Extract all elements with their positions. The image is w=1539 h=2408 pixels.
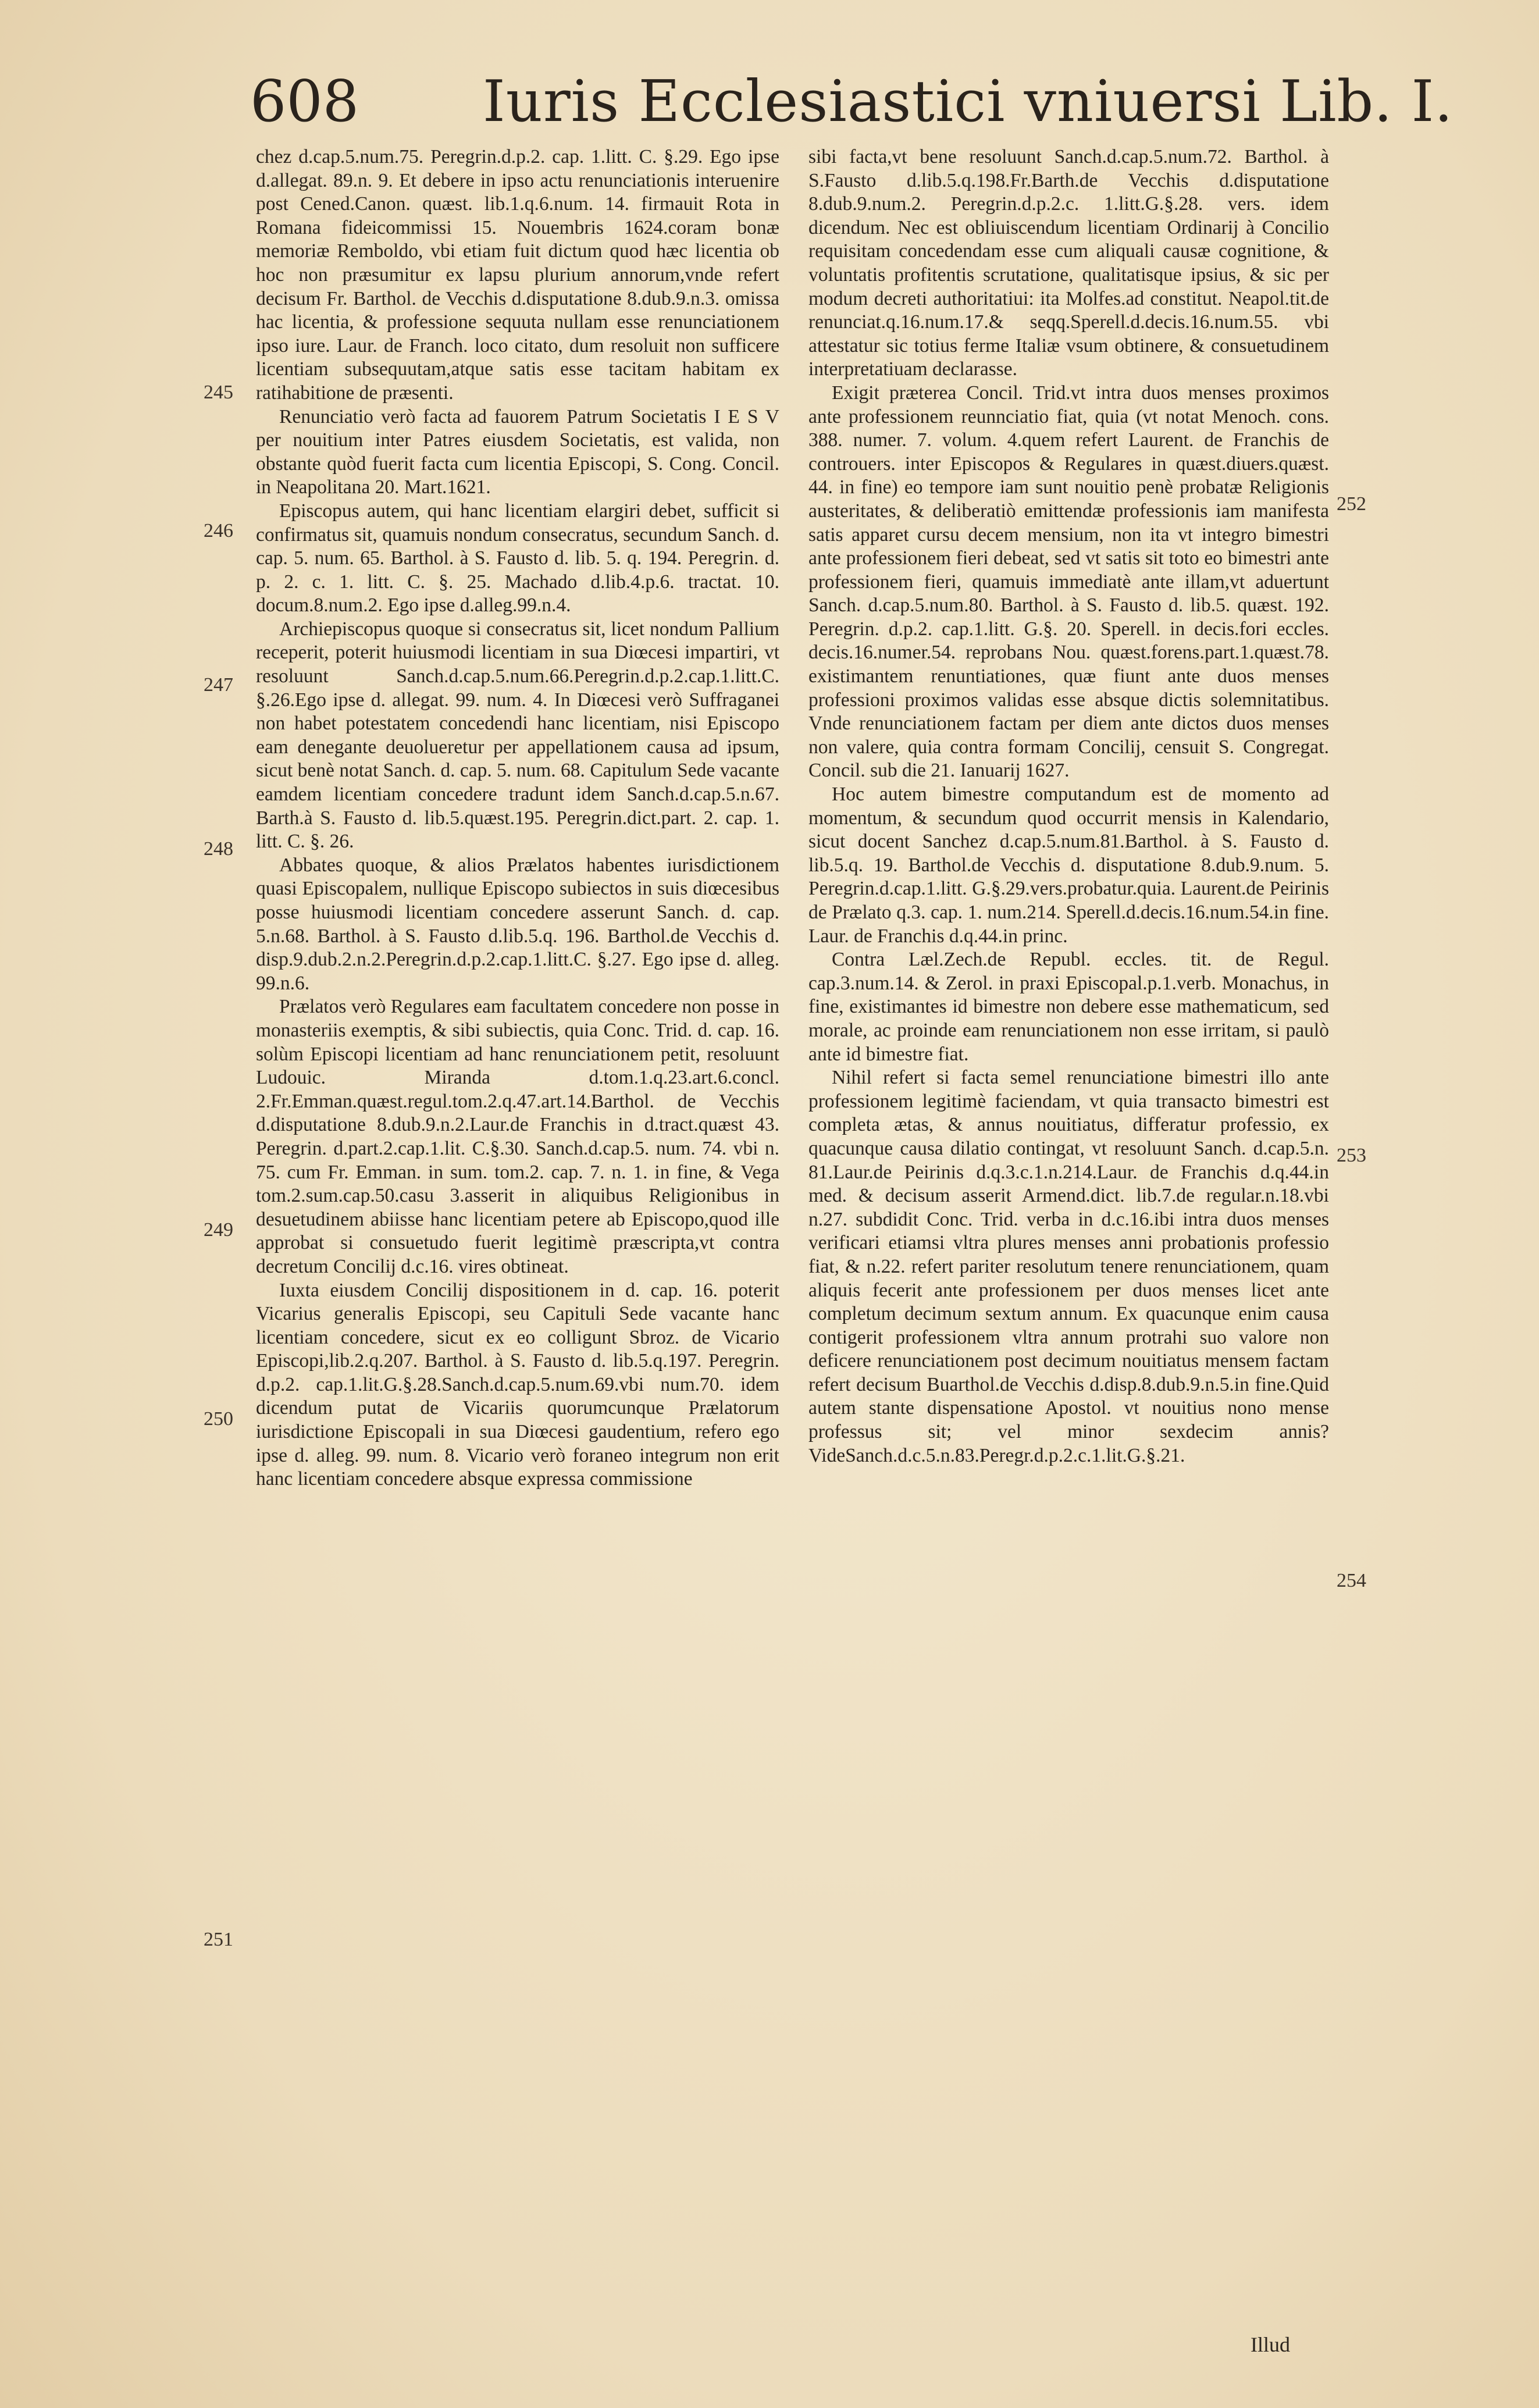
paragraph-248: Archiepiscopus quoque si consecratus sit, licet nondum Pallium receperit, poterit huiusmodi licentiam in sua Diœcesi impartiri, vt resoluunt Sanch.d.cap.5.num.66.Peregrin.d.p.2.cap.1.litt.C. §.26.Ego ipse d. allegat. 99. num. 4. In Diœcesi verò Suffraganei non habet potestatem concedendi hanc licentiam, nisi Episcopo eam denegante deuolueretur per appellationem causa ad ipsum, sicut benè notat Sanch. d. cap. 5. num. 68. Capitulum Sede vacante eamdem licentiam concedere tradunt idem Sanch.d.cap.5.n.67. Barth.à S. Fausto d. lib.5.quæst.195. Peregrin.dict.part. 2. cap. 1. litt. C. §. 26. — [256, 618, 779, 853]
paragraph-254: Nihil refert si facta semel renunciatione bimestri illo ante professionem legitimè faciendam, vt quia transacto bimestri est completa ætas, & annus nouitiatus, differatur professio, ex quacunque causa dilatio contingat, vt resoluunt Sanch. d.cap.5.n. 81.Laur.de Peirinis d.q.3.c.1.n.214.Laur. de Franchis d.q.44.in med. & decisum asserit Armend.dict. lib.7.de regular.n.18.vbi n.27. subdidit Conc. Trid. verba in d.c.16.ibi intra duos menses verificari etiamsi vltra plures menses anni probationis professio fiat, & n.22. refert pariter resolutum tenere renunciationem, quam aliquis fecerit ante professionem per duos menses licet ante completum decimum sextum annum. Ex quacunque enim causa contigerit professionem vltra annum protrahi suo valore non deficere renunciationem post decimum nouitiatus mensem factam refert decisum Buarthol.de Vecchis d.disp.8.dub.9.n.5.in fine.Quid autem stante dispensatione Apostol. vt nouitius nono mense professus sit; vel minor sexdecim annis? VideSanch.d.c.5.n.83.Peregr.d.p.2.c.1.lit.G.§.21. — [808, 1067, 1329, 1466]
right-column — [808, 145, 1329, 1467]
margin-number: 249 — [204, 1219, 233, 1241]
paragraph-246: Renunciatio verò facta ad fauorem Patrum Societatis I E S V per nouitium inter Patres eiusdem Societatis, est valida, non obstante quòd fuerit facta cum licentia Episcopi, S. Cong. Concil. in Neapolitana 20. Mart.1621. — [256, 405, 779, 498]
margin-number: 245 — [204, 382, 233, 403]
paragraph-253: Hoc autem bimestre computandum est de momento ad momentum, & secundum quod occurrit mensis in Kalendario, sicut docent Sanchez d.cap.5.num.81.Barthol. à S. Fausto d. lib.5.q. 19. Barthol.de Vecchis d. disputatione 8.dub.9.num. 5. Peregrin.d.cap.1.litt. G.§.29.vers.probatur.quia. Laurent.de Peirinis de Prælato q.3. cap. 1. num.214. Sperell.d.decis.16.num.54.in fine. Laur. de Franchis d.q.44.in princ. — [808, 783, 1329, 947]
margin-number: 253 — [1337, 1145, 1366, 1166]
running-title: Iuris Ecclesiastici vniuersi Lib. I. — [483, 69, 1454, 135]
margin-number: 247 — [204, 674, 233, 696]
paragraph-249: Abbates quoque, & alios Prælatos habentes iurisdictionem quasi Episcopalem, nullique Episcopo subiectos in suis diœcesibus posse huiusmodi licentiam concedere asserunt Sanch. d. cap. 5.n.68. Barthol. à S. Fausto d.lib.5.q. 196. Barthol.de Vecchis d. disp.9.dub.2.n.2.Peregrin.d.p.2.cap.1.litt.C. §.27. Ego ipse d. alleg. 99.n.6. — [256, 854, 779, 994]
paragraph-252: Exigit præterea Concil. Trid.vt intra duos menses proximos ante professionem reunnciatio fiat, quia (vt notat Menoch. cons. 388. numer. 7. volum. 4.quem refert Laurent. de Franchis de controuers. inter Episcopos & Regulares in quæst.diuers.quæst. 44. in fine) eo tempore iam sunt nouitio penè probatæ Religionis austeritates, & deliberatiò emittendæ professionis iam manifesta satis apparet cursu decem mensium, non ita vt integro bimestri ante professionem fieri debeat, sed vt satis sit toto eo bimestri ante professionem fieri, quamuis immediatè ante illam,vt aduertunt Sanch. d.cap.5.num.80. Barthol. à S. Fausto d. lib.5. quæst. 192. Peregrin. d.p.2. cap.1.litt. G.§. 20. Sperell. in decis.fori eccles. decis.16.numer.54. reprobans Nou. quæst.forens.part.1.quæst.78. existimantem renuntiationes, quæ fiunt ante duos menses professioni proximos validas esse absque dictis solemnitatibus. Vnde renunciationem factam per diem ante dictos duos menses non valere, quia contra formam Concilij, censuit S. Congregat. Concil. sub die 21. Ianuarij 1627. — [808, 382, 1329, 782]
margin-number: 250 — [204, 1408, 233, 1430]
margin-number: 246 — [204, 520, 233, 542]
paragraph-251: Iuxta eiusdem Concilij dispositionem in d. cap. 16. poterit Vicarius generalis Episcopi, seu Capituli Sede vacante hanc licentiam concedere, sicut ex eo colligunt Sbroz. de Vicario Episcopi,lib.2.q.207. Barthol. à S. Fausto d. lib.5.q.197. Peregrin. d.p.2. cap.1.lit.G.§.28.Sanch.d.cap.5.num.69.vbi num.70. idem dicendum putat de Vicariis quorumcunque Prælatorum iurisdictione Episcopali in sua Diœcesi gaudentium, refero ego ipse d. alleg. 99. num. 8. Vicario verò foraneo integrum non erit hanc licentiam concedere absque expressa commissione — [256, 1279, 779, 1490]
left-column — [256, 145, 779, 1491]
margin-number: 251 — [204, 1929, 233, 1950]
paragraph-continued-right: sibi facta,vt bene resoluunt Sanch.d.cap.5.num.72. Barthol. à S.Fausto d.lib.5.q.198.Fr.Barth.de Vecchis d.disputatione 8.dub.9.num.2. Peregrin.d.p.2.c. 1.litt.G.§.28. vers. idem dicendum. Nec est obliuiscendum licentiam Ordinarij à Concilio requisitam concedendam esse cum aliquali causæ cognitione, & voluntatis profitentis scrutatione, qualitatisque ipsius, & sic per modum decreti authoritatiui: ita Molfes.ad constitut. Neapol.tit.de renunciat.q.16.num.17.& seqq.Sperell.d.decis.16.num.55. vbi attestatur sic totius ferme Italiæ vsum obtinere, & consuetudinem interpretatiuam declarasse. — [808, 146, 1329, 380]
page-header — [250, 69, 1454, 135]
catchword: Illud — [1251, 2333, 1290, 2356]
paragraph-253b: Contra Læl.Zech.de Republ. eccles. tit. de Regul. cap.3.num.14. & Zerol. in praxi Episcopal.p.1.verb. Monachus, in fine, existimantes id bimestre non debere esse mathematicum, sed morale, ac proinde eam renunciationem non esse irritam, si paulò ante id bimestre fiat. — [808, 949, 1329, 1065]
paragraph-250: Prælatos verò Regulares eam facultatem concedere non posse in monasteriis exemptis, & sibi subiectis, quia Conc. Trid. d. cap. 16. solùm Episcopi licentiam ad hanc renunciationem petit, resoluunt Ludouic. Miranda d.tom.1.q.23.art.6.concl. 2.Fr.Emman.quæst.regul.tom.2.q.47.art.14.Barthol. de Vecchis d.disputatione 8.dub.9.n.2.Laur.de Franchis in d.tract.quæst 43. Peregrin. d.part.2.cap.1.lit. C.§.30. Sanch.d.cap.5. num. 74. vbi n. 75. cum Fr. Emman. in sum. tom.2. cap. 7. n. 1. in fine, & Vega tom.2.sum.cap.50.casu 3.asserit in aliquibus Religionibus in desuetudinem abiisse hanc licentiam petere ab Episcopo,quod ille approbat si consuetudo fuerit legitimè præscripta,vt contra decretum Concilij d.c.16. vires obtineat. — [256, 996, 779, 1277]
margin-number: 254 — [1337, 1570, 1366, 1591]
paragraph-continued: chez d.cap.5.num.75. Peregrin.d.p.2. cap. 1.litt. C. §.29. Ego ipse d.allegat. 89.n. 9. Et debere in ipso actu renunciationis interuenire post Cened.Canon. quæst. lib.1.q.6.num. 14. firmauit Rota in Romana fideicommissi 15. Nouembris 1624.coram bonæ memoriæ Remboldo, vbi etiam fuit dictum quod hæc licentia ob hoc non præsumitur ex lapsu plurium annorum,vnde refert decisum Fr. Barthol. de Vecchis d.disputatione 8.dub.9.n.3. omissa hac licentia, & professione sequuta nullam esse renunciationem ipso iure. Laur. de Franch. loco citato, dum resoluit non sufficere licentiam subsequutam,atque satis esse tacitam habitam ex ratihabitione de præsenti. — [256, 146, 779, 404]
margin-number: 252 — [1337, 493, 1366, 515]
page-number: 608 — [250, 69, 359, 135]
paragraph-247: Episcopus autem, qui hanc licentiam elargiri debet, sufficit si confirmatus sit, quamuis nondum consecratus, secundum Sanch. d. cap. 5. num. 65. Barthol. à S. Fausto d. lib. 5. q. 194. Peregrin. d. p. 2. c. 1. litt. C. §. 25. Machado d.lib.4.p.6. tractat. 10. docum.8.num.2. Ego ipse d.alleg.99.n.4. — [256, 500, 779, 617]
margin-number: 248 — [204, 838, 233, 860]
